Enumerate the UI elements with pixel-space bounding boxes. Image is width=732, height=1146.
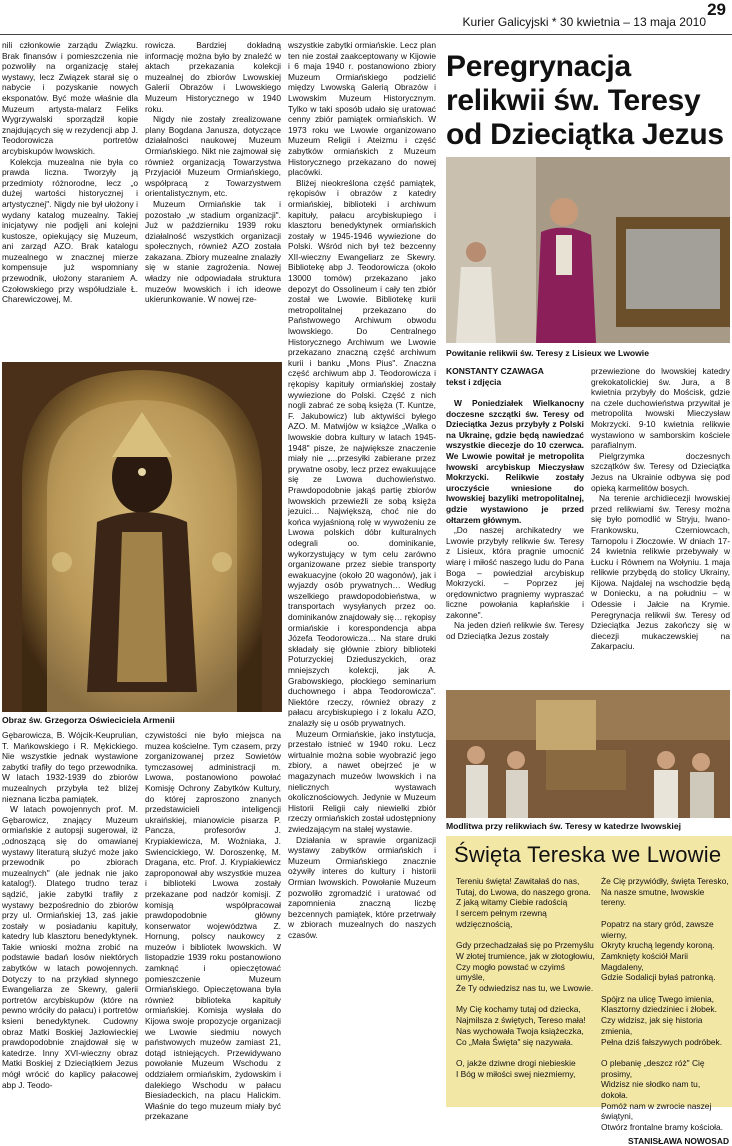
- stanza: O plebanię „deszcz róż" Cię prosimy, Widzisz nie słodko nam tu, dokoła. Pomóż nam w zwrocie naszej świątyni, Otwórz frontalne bramy kościoła.: [601, 1057, 723, 1133]
- paragraph: Na jeden dzień relikwie św. Teresy od Dzieciątka Jezus zostały: [446, 620, 584, 642]
- icon-photo: [2, 362, 282, 712]
- photo-prayer: [446, 690, 730, 818]
- paragraph: czywistości nie było miejsca na muzea kościelne. Tym czasem, przy zorganizowanej przez Sowietów tymczasowej administracji m. Lwowa, postanowiono powołać Komisję Ochrony Zabytków Kultury, do której zaproszono znanych przedstawicieli inteligencji ukraińskiej, mianowicie pisarza P. Pancza, profesorów J. Krypiakiewicza, M. Woźniaka, J. Swiencickiego, W. Doroszenkę, M. Dragana, etc. Prof. J. Krypiakiewicz zaproponował aby wszystkie muzea i biblioteki Lwowa zostały przekazane pod nadzór komisji. Z komisją współpracował prawdopodobnie główny konserwator województwa Z. Hornung, polscy naukowcy z muzeów i bibliotek lwowskich. W listopadzie 1939 roku postanowiono zamknąć i opieczętować pomieszczenie Muzeum Ormiańskiego. Opieczętowana była również biblioteka kapituły ormiańskiej. Komisja wysłała do Kijowa swoje propozycje organizacji we Lwowie siedmiu nowych państwowych muzeów zamiast 21, dotąd istniejących. Przewidywano powołanie Muzeum Wschodu z oddziałem ormiańskim, żydowskim i dalekiego Wschodu w pałacu Biesiadeckich, na placu Halickim. Właśnie do tego muzeum miały być przekazane: [145, 730, 281, 1122]
- paragraph: przewiezione do lwowskiej katedry grekokatolickiej św. Jura, a 8 kwietnia przybyły do Mościsk, gdzie na czele duchowieństwa przywitał je metropolita lwowski Mieczysław Mokrzycki. 9-10 kwietnia relikwie wystawiono w samborskim kościele parafialnym.: [591, 366, 730, 451]
- stanza: Popatrz na stary gród, zawsze wierny, Okryty kruchą legendy koroną. Zamknięty kościół Marii Magdaleny, Gdzie Sodalicji byłaś patronką.: [601, 918, 716, 983]
- paragraph: W latach powojennych prof. M. Gębarowicz, znający Muzeum ormiańskie z autopsji sugerował, iż „odnoszącą się do omawianej wystawy literaturą służyć może jako przewodnik po zbiorach muzealnych" (ale jednak nie jako katalog!). Dlatego trudno teraz sądzić, jakie zabytki trafiły z wystawy bezpośrednio do zbiorów przy ul. Ormiańskiej 13, zaś jakie zostały w posiadaniu kapituły, katedry lub klasztoru benedyktynek. Takie wnioski można zrobić na podstawie badań losów niektórych zabytków w latach powojennych. Dotyczy to na przykład słynnego Ewangeliarza ze Skewry, galerii portretów arcybiskupów (które na pewno wróciły do pałacu) i portretów ksieni benedyktynek. Cudowny obraz Matki Boskiej Jazłowieckiej prawdopodobnie znajdował się w katedrze. Inny XVI-wieczny obraz Matki Boskiej z Dzieciątkiem Jezus mógł wrócić do kaplicy pałacowej abp J. Teodo-: [2, 804, 138, 1090]
- paragraph: Na terenie archidiecezji lwowskiej przed relikwiami św. Teresy można się było pomodlić w Stryju, Iwano-Frankowsku, Czerniowcach, Tarnopolu i Złoczowie. W dniach 17-24 kwietnia relikwie przebywały w Łucku i Równem na Wołyniu. 1 maja relikwie przybędą do stolicy Ukrainy, Kijowa. Najdalej na wschodzie będą w Doniecku, a na południu – w Odessie i Jałcie na Krymie. Peregrynacja relikwii św. Teresy od Dzieciątka Jezus zakończy się w diecezji mukaczewskiej na Zakarpaciu.: [591, 493, 730, 652]
- saint-gregory-icon: [2, 362, 282, 712]
- welcome-photo-graphic: [446, 157, 730, 343]
- paragraph: rowicza. Bardziej dokładną informację można było by znaleźć w aktach przekazania kolekcji muzealnej do zbiorów Lwowskiej Galerii Obrazów i Lwowskiego Muzeum Historycznego w 1940 roku.: [145, 40, 281, 114]
- photo-welcome-relics: [446, 157, 730, 343]
- page-number: 29: [707, 0, 726, 19]
- stanza: Tereniu święta! Zawitałaś do nas, Tutaj, do Lwowa, do naszego grona. Z jaką witamy Ciebie radością I sercem pełnym rzewną wdzięcznością,: [456, 876, 591, 929]
- author-name: KONSTANTY CZAWAGA: [446, 366, 544, 376]
- left-col1-top: [2, 40, 138, 358]
- lead-paragraph: W Poniedziałek Wielkanocny doczesne szczątki św. Teresy od Dzieciątka Jezus przybyły z Polski na Ukrainę, gdzie będą nawiedzać wszystkie diecezje do 10 czerwca. We Lwowie powitał je metropolita lwowski arcybiskup Mieczysław Mokrzycki. Relikwie zostały uroczyście wniesione do lwowskiej bazyliki metropolitalnej, gdzie wystawiono je przed ołtarzem głównym.: [446, 398, 584, 525]
- paragraph: Muzeum Ormiańskie, jako instytucja, przestało istnieć w 1940 roku. Lecz wirtualnie można sobie wyobrazić jego zbiory, a nawet obejrzeć je w magazynach muzeów lwowskich i na nielicznych wystawach okolicznościowych. Jedynie w Muzeum Historii Religii cały niewielki zbiór rzeczy ormiańskich został udostępniony zwiedzającym na stałej wystawie.: [288, 728, 436, 834]
- stanza: O, jakże dziwne drogi niebieskie I Bóg w miłości swej niezmierny,: [456, 1057, 576, 1079]
- photo2-caption: Modlitwa przy relikwiach św. Teresy w katedrze lwowskiej: [446, 821, 681, 831]
- paragraph: nili członkowie zarządu Związku. Brak finansów i pomieszczenia nie pozwoliły na organizację stałej wystawy, lecz Związek starał się o nabycie i pozyskanie nowych eksponatów. Być może właśnie dla Muzeum artysta-malarz Feliks Wygrzywalski sporządził kopie znajdujących się w rezydencji abp J. Teodorowicza portretów arcybiskupów lwowskich.: [2, 40, 138, 156]
- left-col1-bottom: [2, 730, 138, 1104]
- prayer-photo-graphic: [446, 690, 730, 818]
- paragraph: Nigdy nie zostały zrealizowane plany Bogdana Janusza, dotyczące działalności naukowej Muzeum Ormiańskiego. Nikt nie zajmował się również organizacją Towarzystwa Przyjaciół Muzeum Ormiańskiego, współpracą z Towarzystwem orientalistycznym, etc.: [145, 114, 281, 199]
- article-title: Peregrynacja relikwii św. Teresy od Dzieciątka Jezus: [446, 50, 724, 151]
- stanza: Gdy przechadzałaś się po Przemyślu W złotej trumience, jak w złotogłowiu, Czy mogło powstać w czyimś umyśle, Że Ty odwiedzisz nas tu, we Lwowie.: [456, 940, 595, 994]
- paragraph: Bliżej nieokreślona część pamiątek, rękopisów i obrazów z katedry ormiańskiej, biblioteki i archiwum kapituły, pałacu arcybiskupiego i klasztoru benedyktynek ormiańskich zostały w 1945-1946 wywiezione do Polski. Wśród nich był też bezcenny XII-wieczny Ewangeliarz ze Skewry. Bibliotekę abp J. Teodorowicza (około 13000 tomów) przekazano jako depozyt do Ossolineum i cały ten zbiór został we Lwowie. Bibliotekę kurii metropolitalnej przekazano do Państwowego Archiwum obwodu lwowskiego. Do Centralnego Historycznego Archiwum we Lwowie przekazano znaczną część archiwum kurii i banku „Mons Pius". Znaczna część archiwum abp J. Teodorowicza i rękopisy kapituły ormiańskiej zostały wywiezione do Polski. Część z nich nogli zabrać ze sobą księża (T. Kuntze, F. Jakubowicz) lub aktywiści byłego AZO. M. Matwijów w książce „Walka o lwowskie dobra kultury w latach 1945-1948" pisze, że największe znaczenie miały nie „...przesyłki zabierane przez prywatne osoby, lecz przez ewakuujące się ze Lwowa duchowieństwo. Prawdopodobnie jakąś partię zbiorów lwowskich przewieźli ze sobą księża jezuici… Największą, choć nie do końca wyjaśnioną rolę w wywożeniu ze Lwowa polskich dóbr kulturalnych odegrali oo. dominikanie, wykorzystujący w tym celu zarówno organizowane przez siebie transporty ewakuacyjne (około 20 wagonów), jak i wyjazdy osób prywatnych… Według wszelkiego prawdopodobieństwa, w transportach wysyłanych przez oo. dominikanów znajdowały się… rękopisy ormiańskie i korespondencja abpa Józefa Teodorowicza… Na stare druki składały się głównie zbiory biblioteki Poturzyckiej Dzieduszyckich, oraz mniejszych kolekcji, jak A. Grabowskiego, płockiego seminarium duchownego i abpa Teodorowicza". Niektóre rzeczy, również obrazy z pałacu arcybiskupiego i z lokalu AZO, znalazły się u osób prywatnych.: [288, 177, 436, 728]
- newspaper-name: Kurier Galicyjski * 30 kwietnia – 13 maja 2010: [462, 15, 706, 29]
- stanza: Że Cię przywiódły, święta Teresko, Na nasze smutne, lwowskie tereny.: [601, 876, 729, 908]
- paragraph: Kolekcja muzealna nie była co prawda liczna. Tworzyły ją przedmioty różnorodne, lecz „o dużej wartości historycznej i artystycznej". Nigdy nie był ułożony i wydany katalog muzealny. Takiej inicjatywy nie podjęli ani kolejni kustosze, opiekujący się Muzeum, ani zarząd AZO. Brak katalogu muzealnego w znacznej mierze kompensuje już wspomniany przewodnik, ułożony staraniem A. Czołowskiego przy współudziale Ł. Charewiczowej, M.: [2, 156, 138, 305]
- poem-signature: STANISŁAWA NOWOSAD: [628, 1135, 729, 1146]
- poem-col1: [456, 876, 596, 1090]
- poem-col2: [601, 876, 729, 1146]
- paragraph: „Do naszej archikatedry we Lwowie przybyły relikwie św. Teresy z Lisieux, która pragnie umocnić wiarę i miłość naszego ludu do Pana Boga – powiedział arcybiskup Mokrzycki. – Poprzez jej orędownictwo pragniemy wypraszać liczne powołania kapłańskie i zakonne".: [446, 525, 584, 620]
- page-header: [0, 0, 732, 34]
- left-col2-top: [145, 40, 281, 358]
- paragraph: Pielgrzymka doczesnych szczątków św. Teresy od Dzieciątka Jezus na Ukrainie odbywa się pod opieką karmelitów bosych.: [591, 450, 730, 493]
- header-rule: [0, 34, 732, 35]
- left-photo-caption: Obraz św. Grzegorza Oświeciciela Armenii: [2, 715, 175, 725]
- right-col2: [591, 366, 730, 688]
- stanza: My Cię kochamy tutaj od dziecka, Najmilsza z świętych, Tereso mała! Nas wychowała Twoja książeczka, Co „Mała Święta" się nazywała.: [456, 1004, 586, 1047]
- right-col1: [446, 398, 584, 688]
- photo1-caption: Powitanie relikwii św. Teresy z Lisieux we Lwowie: [446, 348, 649, 358]
- author-role: tekst i zdjęcia: [446, 377, 502, 387]
- paragraph: Gębarowicza, B. Wójcik-Keuprulian, T. Mańkowskiego i R. Mękickiego. Nie wszystkie jednak wystawione zabytki trafiły do tego przewodnika. W latach 1932-1939 do zbiorów muzealnych przybyła też bliżej nieznana liczba pamiątek.: [2, 730, 138, 804]
- paragraph: Działania w sprawie organizacji wystawy zabytków ormiańskich i Muzeum Ormiańskiego znacznie ożywiły interes do kultury i historii Ormian lwowskich. Powołanie Muzeum pozwoliło zgromadzić i uratować od zapomnienia znaczną liczbę bezcennych pamiątek, które przetrwały w zbiorach muzealnych do naszych czasów.: [288, 834, 436, 940]
- stanza: Spójrz na ulicę Twego imienia, Klasztorny dziedziniec i żłobek. Czy widzisz, jak się historia zmienia, Pełna dziś fałszywych podróbek.: [601, 993, 723, 1047]
- byline: [446, 366, 544, 388]
- left-col2-bottom: [145, 730, 281, 1122]
- poem-title: Święta Tereska we Lwowie: [454, 842, 722, 867]
- paragraph: Muzeum Ormiańskie tak i pozostało „w stadium organizacji". Już w październiku 1939 roku działalność wszystkich organizacji społecznych, również AZO została zakazana. Zbiory muzealne znalazły się w stanie zagrożenia. Nowej władzy nie odpowiadała struktura muzeów lwowskich i ich ideowe ukierunkowanie. W nowej rze-: [145, 198, 281, 305]
- paragraph: wszystkie zabytki ormiańskie. Lecz plan ten nie został zaakceptowany w Kijowie i 6 maja 1940 r. postanowiono zbiory Muzeum Ormiańskiego podzielić między Lwowską Galerią Obrazów i Lwowskim Muzeum Historycznym. Tylko w taki sposób udało się uratować cenny zbiór pamiątek ormiańskich. W 1973 roku we Lwowie organizowano Muzeum Religii i Ateizmu i część zabytków ormiańskich z Muzeum Historycznego przekazano do nowej placówki.: [288, 40, 436, 178]
- poem-box: [446, 836, 732, 1146]
- left-col3: [288, 40, 436, 1102]
